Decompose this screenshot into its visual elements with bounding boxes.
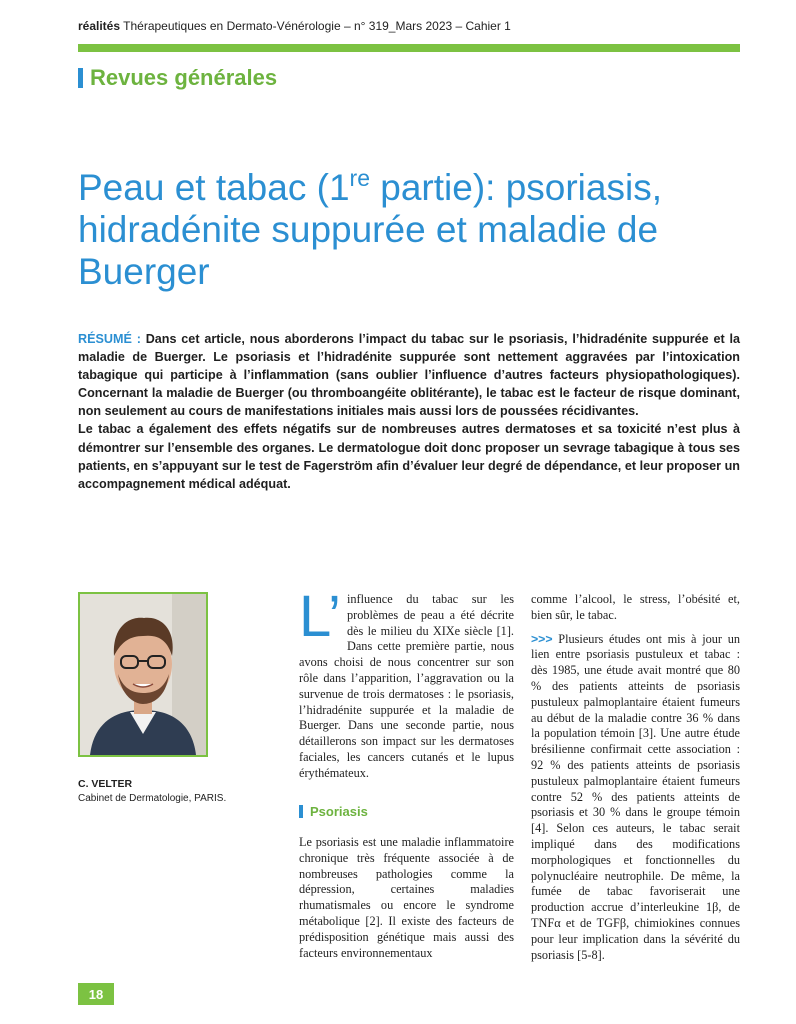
- continuation-arrows: >>>: [531, 631, 553, 646]
- title-part1: Peau et tabac (1: [78, 166, 350, 208]
- subheading-marker: [299, 805, 303, 818]
- abstract-paragraph-2: Le tabac a également des effets négatifs sur de nombreuses autres dermatoses et sa toxicité n’est plus à démontrer sur l’ensemble des organes. Le dermatologue doit donc proposer un sevrage tabagique à tous ses patients, en s’appuyant sur le test de Fagerström afin d’évaluer leur degré de dépendance, et leur proposer un accompagnement médical adéquat.: [78, 422, 740, 491]
- body-column-1-intro: [299, 584, 514, 782]
- abstract: [78, 330, 740, 493]
- column-2-paragraph-2: [531, 632, 740, 964]
- section-marker: [78, 68, 83, 88]
- abstract-paragraph-1: [78, 330, 740, 420]
- author-affiliation: Cabinet de Dermatologie, PARIS.: [78, 793, 227, 804]
- abstract-label: RÉSUMÉ :: [78, 332, 141, 346]
- title-part2: partie): psoriasis, hidradénite suppurée et maladie de Buerger: [78, 166, 662, 292]
- page-number: 18: [78, 983, 114, 1005]
- journal-line: Thérapeutiques en Dermato-Vénérologie – n° 319_Mars 2023 – Cahier 1: [123, 19, 511, 33]
- title-superscript: re: [349, 164, 370, 191]
- section-label: Revues générales: [90, 65, 278, 90]
- author-photo: [78, 592, 208, 757]
- psoriasis-paragraph: Le psoriasis est une maladie inflammatoire chronique très fréquente associée à de nombreuses pathologies comme la dépression, certaines maladies rhumatismales ou encore le syndrome métabolique [2]. Il existe des facteurs de prédisposition génétique mais aussi des facteurs environnementaux: [299, 835, 514, 960]
- running-header: [78, 19, 748, 33]
- abstract-text-1: Dans cet article, nous aborderons l’impact du tabac sur le psoriasis, l’hidradénite suppurée et la maladie de Buerger. Le psoriasis et l’hidradénite suppurée sont nettement aggravées par l’intoxication tabagique qui participe à l’inflammation (sans oublier l’influence d’autres facteurs physiopathologiques). Concernant la maladie de Buerger (ou thromboangéite oblitérante), le tabac est le facteur de risque dominant, non seulement au cours de manifestations initiales mais aussi lors de poussées récidivantes.: [78, 332, 741, 419]
- subheading-psoriasis: [299, 804, 368, 819]
- body-column-1-psoriasis: [299, 835, 514, 961]
- journal-brand: réalités: [78, 19, 121, 33]
- intro-text: influence du tabac sur les problèmes de peau a été décrite dès le milieu du XIXe siècle [1]. Dans cette première partie, nous avons choisi de nous concentrer sur son rôle dans l’apparition, l’aggravation ou la survenue de trois dermatoses : le psoriasis, l’hidradénite suppurée et la maladie de Buerger. Dans une seconde partie, nous détaillerons son impact sur les dermatoses faciales, les cancers cutanés et le lupus érythémateux.: [299, 592, 514, 780]
- body-column-2: [531, 592, 740, 963]
- article-title: [78, 164, 718, 293]
- subheading-label: Psoriasis: [310, 804, 368, 819]
- author-name: C. VELTER: [78, 778, 133, 790]
- intro-paragraph: [299, 584, 514, 782]
- drop-cap: L’: [299, 584, 341, 649]
- header-rule: [78, 44, 740, 52]
- column-2-text: Plusieurs études ont mis à jour un lien entre psoriasis pustuleux et tabac : dès 1985, une étude avait montré que 80 % des patients atteints de psoriasis pustuleux palmoplantaire étaient fumeurs au début de la maladie contre 36 % dans la population témoin [3]. Une autre étude brésilienne confirmait cette association : 92 % des patients atteints de psoriasis pustuleux palmoplantaire étaient fumeurs contre 52 % des patients atteints de psoriasis et 30 % dans le groupe témoin [4]. Selon ces auteurs, le tabac serait impliqué dans des modifications morphologiques et fonctionnelles du polynucléaire neutrophile. De même, la fumée de tabac favoriserait une production accrue d’interleukine 1β, de TNFα et de TGFβ, chimiokines connues pour leur implication dans la sévérité du psoriasis [5-8].: [531, 631, 740, 962]
- column-2-paragraph-1: comme l’alcool, le stress, l’obésité et, bien sûr, le tabac.: [531, 592, 740, 622]
- author-portrait-image: [80, 594, 206, 755]
- section-tag: [78, 66, 277, 90]
